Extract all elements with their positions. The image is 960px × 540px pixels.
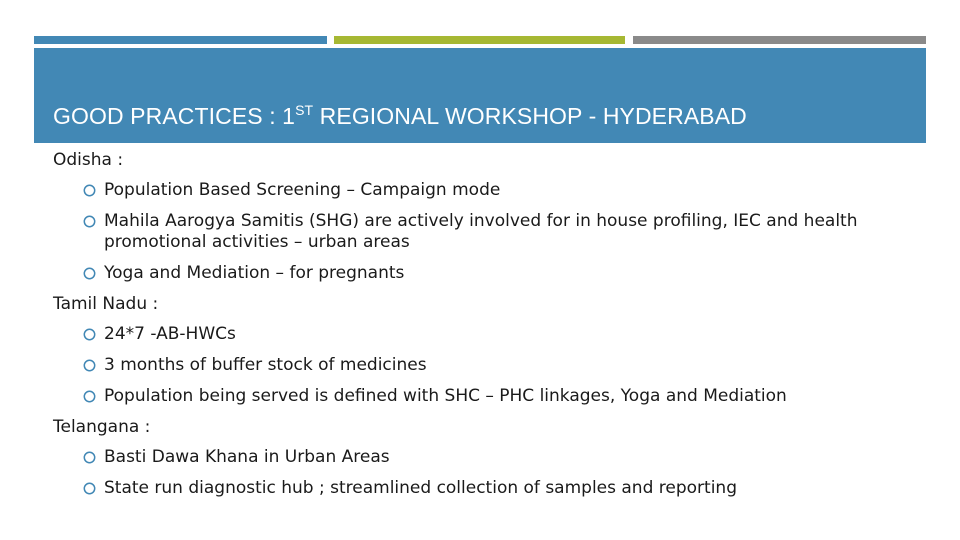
accent-bar-blue bbox=[34, 36, 327, 44]
title-prefix: GOOD PRACTICES : 1 bbox=[53, 103, 296, 129]
list-item-text: 24*7 -AB-HWCs bbox=[104, 324, 236, 344]
list-item bbox=[53, 263, 913, 284]
list-item bbox=[53, 447, 913, 468]
accent-bar-gray bbox=[633, 36, 926, 44]
list-item-text: Population being served is defined with SHC – PHC linkages, Yoga and Mediation bbox=[104, 386, 787, 406]
list-item bbox=[53, 355, 913, 376]
section-heading-odisha: Odisha : bbox=[53, 150, 124, 170]
circle-outline-icon bbox=[83, 451, 96, 464]
section-heading-tamil-nadu: Tamil Nadu : bbox=[53, 294, 159, 314]
top-accent-bars bbox=[34, 36, 926, 44]
content-body bbox=[53, 150, 913, 509]
circle-outline-icon bbox=[83, 184, 96, 197]
slide-title bbox=[53, 103, 747, 130]
accent-bar-green bbox=[334, 36, 625, 44]
list-item-text: Basti Dawa Khana in Urban Areas bbox=[104, 447, 390, 467]
circle-outline-icon bbox=[83, 359, 96, 372]
title-band bbox=[34, 48, 926, 143]
bullet-list-telangana bbox=[53, 447, 913, 499]
list-item bbox=[53, 324, 913, 345]
list-item-text: Yoga and Mediation – for pregnants bbox=[104, 263, 405, 283]
circle-outline-icon bbox=[83, 482, 96, 495]
list-item-text: Population Based Screening – Campaign mode bbox=[104, 180, 501, 200]
title-superscript: ST bbox=[295, 102, 314, 118]
bullet-list-tamil-nadu bbox=[53, 324, 913, 407]
circle-outline-icon bbox=[83, 328, 96, 341]
section-heading-telangana: Telangana : bbox=[53, 417, 151, 437]
list-item bbox=[53, 478, 913, 499]
title-suffix: REGIONAL WORKSHOP - HYDERABAD bbox=[313, 103, 747, 129]
bullet-list-odisha bbox=[53, 180, 913, 284]
circle-outline-icon bbox=[83, 215, 96, 228]
list-item-text: Mahila Aarogya Samitis (SHG) are actively involved for in house profiling, IEC and health promotional activities – urban areas bbox=[104, 211, 858, 252]
list-item-text: 3 months of buffer stock of medicines bbox=[104, 355, 427, 375]
list-item bbox=[53, 180, 913, 201]
circle-outline-icon bbox=[83, 267, 96, 280]
list-item bbox=[53, 386, 913, 407]
list-item-text: State run diagnostic hub ; streamlined collection of samples and reporting bbox=[104, 478, 737, 498]
circle-outline-icon bbox=[83, 390, 96, 403]
list-item bbox=[53, 211, 913, 253]
